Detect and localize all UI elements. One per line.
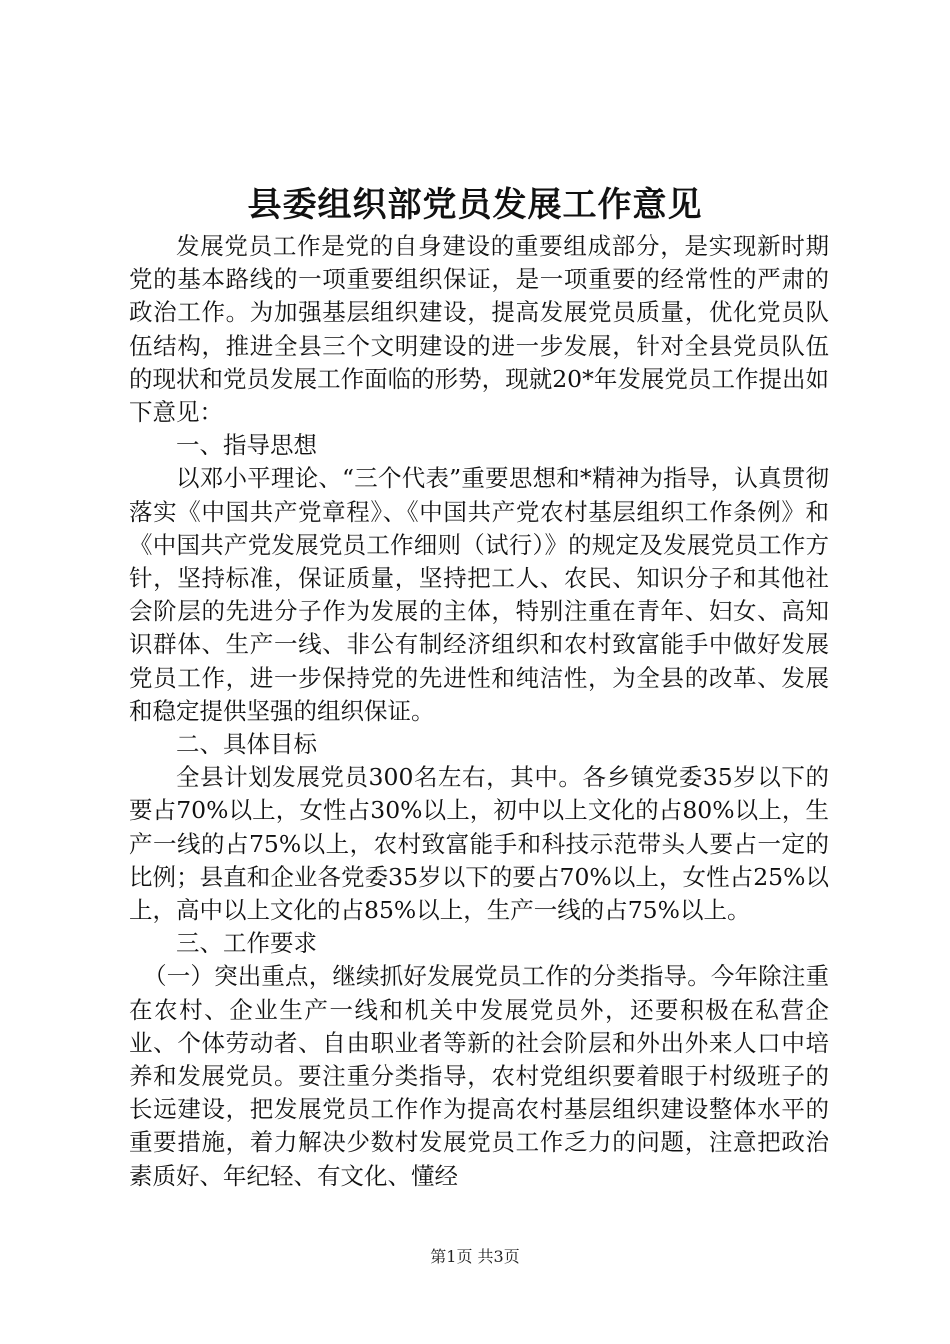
document-title: 县委组织部党员发展工作意见 bbox=[247, 185, 703, 225]
page-footer: 第1页 共3页 bbox=[430, 1247, 520, 1266]
section-heading-work-requirements: 三、工作要求 bbox=[176, 929, 317, 958]
paragraph-guiding-thought: 以邓小平理论、“三个代表”重要思想和*精神为指导，认真贯彻落实《中国共产党章程》、《中国共产党农村基层组织工作条例》和《中国共产党发展党员工作细则（试行）》的规定及发展党员工作方针，坚持标准，保证质量，坚持把工人、农民、知识分子和其他社会阶层的先进分子作为发展的主体，特别注重在青年、妇女、高知识群体、生产一线、非公有制经济组织和农村致富能手中做好发展党员工作，进一步保持党的先进性和纯洁性，为全县的改革、发展和稳定提供坚强的组织保证。 bbox=[129, 464, 829, 725]
paragraph-specific-goals: 全县计划发展党员300名左右，其中。各乡镇党委35岁以下的要占70%以上，女性占30%以上，初中以上文化的占80%以上，生产一线的占75%以上，农村致富能手和科技示范带头人要占一定的比例；县直和企业各党委35岁以下的要占70%以上，女性占25%以上，高中以上文化的占85%以上，生产一线的占75%以上。 bbox=[129, 763, 829, 925]
paragraph-intro: 发展党员工作是党的自身建设的重要组成部分，是实现新时期党的基本路线的一项重要组织保证，是一项重要的经常性的严肃的政治工作。为加强基层组织建设，提高发展党员质量，优化党员队伍结构，推进全县三个文明建设的进一步发展，针对全县党员队伍的现状和党员发展工作面临的形势，现就20*年发展党员工作提出如下意见： bbox=[129, 232, 829, 427]
paragraph-work-requirement-1: （一）突出重点，继续抓好发展党员工作的分类指导。今年除注重在农村、企业生产一线和机关中发展党员外，还要积极在私营企业、个体劳动者、自由职业者等新的社会阶层和外出外来人口中培养和发展党员。要注重分类指导，农村党组织要着眼于村级班子的长远建设，把发展党员工作作为提高农村基层组织建设整体水平的重要措施，着力解决少数村发展党员工作乏力的问题，注意把政治素质好、年纪轻、有文化、懂经 bbox=[129, 962, 829, 1190]
section-heading-specific-goals: 二、具体目标 bbox=[176, 730, 317, 759]
document-body bbox=[129, 230, 829, 1193]
section-heading-guiding-thought: 一、指导思想 bbox=[176, 431, 317, 460]
